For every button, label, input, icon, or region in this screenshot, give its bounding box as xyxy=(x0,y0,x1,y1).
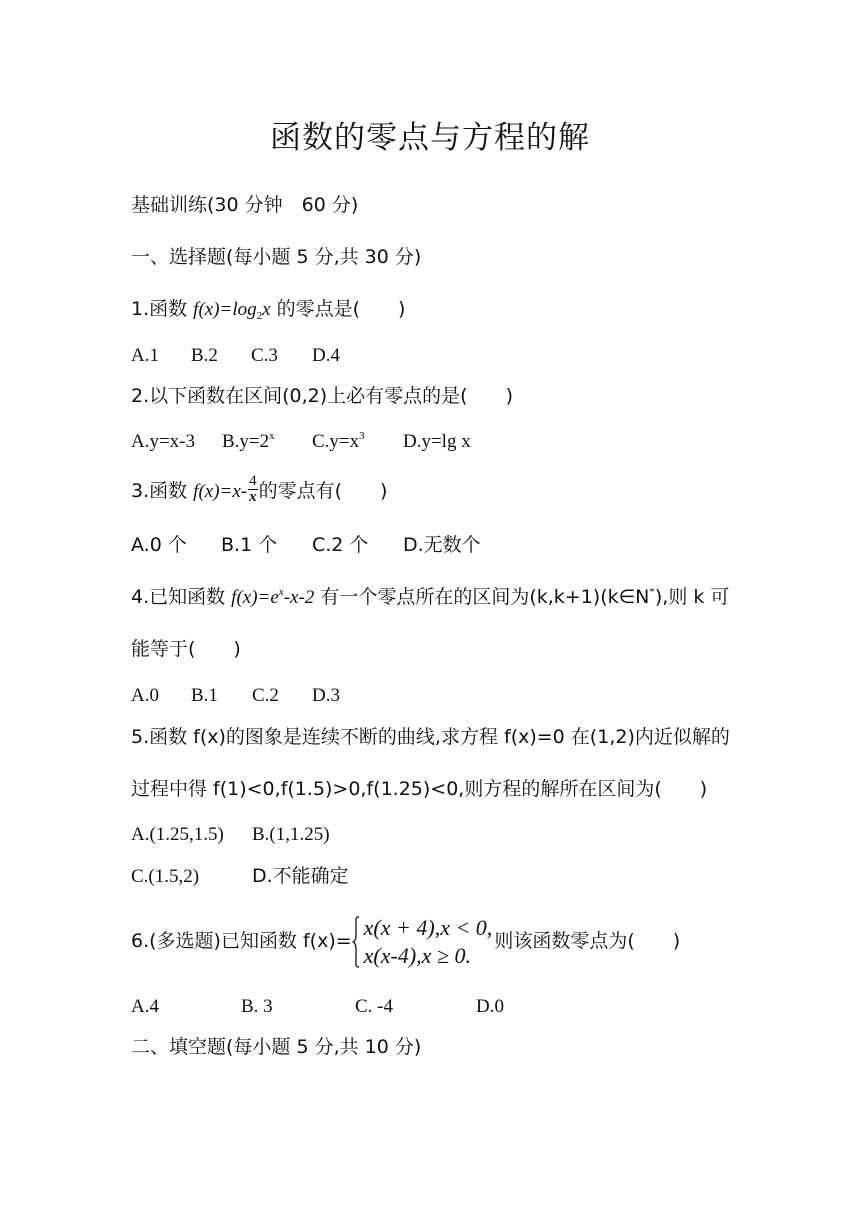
section-basic-heading: 基础训练(30 分钟 60 分) xyxy=(131,194,359,216)
q3-stem-pre: 3.函数 xyxy=(131,480,194,502)
q3-option-d[interactable]: D.无数个 xyxy=(403,534,481,556)
q1-option-b[interactable]: B.2 xyxy=(191,345,218,366)
question-4-line-2: 能等于( ) xyxy=(131,638,241,660)
q2-option-d[interactable]: D.y=lg x xyxy=(403,431,471,452)
question-5-line-1: 5.函数 f(x)的图象是连续不断的曲线,求方程 f(x)=0 在(1,2)内近似解的 xyxy=(131,726,730,748)
q4-stem-mid: 有一个零点所在的区间为(k,k+1)(k∈N xyxy=(314,586,650,608)
q2-options xyxy=(131,430,471,454)
q1-stem-post: 的零点是( ) xyxy=(270,298,406,320)
q1-option-a[interactable]: A.1 xyxy=(131,345,159,366)
q1-options xyxy=(131,344,340,368)
q4-options xyxy=(131,684,340,708)
q1-log-base: 2 xyxy=(256,310,263,322)
q6-option-a[interactable]: A.4 xyxy=(131,996,159,1017)
q4-stem-post: ),则 k 可 xyxy=(654,586,730,608)
q4-stem-pre: 4.已知函数 xyxy=(131,586,232,608)
q4-option-d[interactable]: D.3 xyxy=(312,685,340,706)
question-4-line-1 xyxy=(131,586,729,610)
q6-case-2: x(x-4),x ≥ 0. xyxy=(363,943,472,968)
q5-option-b[interactable]: B.(1,1.25) xyxy=(252,824,330,845)
q6-stem-pre: 6.(多选题)已知函数 f(x)= xyxy=(131,930,352,953)
q4-option-a[interactable]: A.0 xyxy=(131,685,159,706)
q3-function: f(x)=x- xyxy=(193,481,248,502)
q2-option-c-base: C.y=x xyxy=(312,431,360,452)
q3-fraction-numerator: 4 xyxy=(249,473,257,489)
q4-nstar: * xyxy=(649,586,655,598)
q3-option-c[interactable]: C.2 个 xyxy=(312,534,369,556)
q6-option-d[interactable]: D.0 xyxy=(476,996,504,1017)
question-6 xyxy=(131,914,680,974)
q1-variable: x xyxy=(262,299,271,320)
q1-option-d[interactable]: D.4 xyxy=(312,345,340,366)
question-3 xyxy=(131,473,388,507)
q5-options-row-2 xyxy=(131,865,349,889)
q4-function-post: -x-2 xyxy=(283,587,315,608)
q4-function-pre: f(x)=e xyxy=(231,587,279,608)
q5-option-c[interactable]: C.(1.5,2) xyxy=(131,866,200,887)
q4-function-exp: x xyxy=(278,586,284,598)
section-choice-heading: 一、选择题(每小题 5 分,共 30 分) xyxy=(131,246,422,268)
q3-option-a[interactable]: A.0 个 xyxy=(131,534,187,556)
q6-option-c[interactable]: C. -4 xyxy=(355,996,393,1017)
q3-options xyxy=(131,534,481,558)
q5-options-row-1 xyxy=(131,823,330,847)
q2-option-b[interactable] xyxy=(222,430,312,454)
q3-fraction xyxy=(248,474,258,505)
q2-option-b-base: B.y=2 xyxy=(222,431,270,452)
q2-option-c[interactable] xyxy=(312,430,403,454)
q1-function: f(x)=log xyxy=(193,299,257,320)
question-1 xyxy=(131,298,405,324)
q6-case-1: x(x + 4),x < 0, xyxy=(363,915,493,940)
q6-stem-post: 则该函数零点为( ) xyxy=(494,930,681,953)
q3-option-b[interactable]: B.1 个 xyxy=(221,534,278,556)
q3-fraction-denominator: x xyxy=(249,489,257,505)
question-2: 2.以下函数在区间(0,2)上必有零点的是( ) xyxy=(131,385,513,407)
q6-piecewise-function xyxy=(352,914,493,970)
q1-option-c[interactable]: C.3 xyxy=(251,345,278,366)
q6-options xyxy=(131,995,504,1019)
section-fill-heading: 二、填空题(每小题 5 分,共 10 分) xyxy=(131,1036,422,1058)
q2-option-b-exp: x xyxy=(269,430,275,442)
q4-option-b[interactable]: B.1 xyxy=(191,685,218,706)
left-brace-icon xyxy=(352,916,360,968)
q2-option-a[interactable]: A.y=x-3 xyxy=(131,431,196,452)
page-title: 函数的零点与方程的解 xyxy=(270,120,590,156)
q6-option-b[interactable]: B. 3 xyxy=(241,996,273,1017)
q2-option-c-exp: 3 xyxy=(359,430,365,442)
q1-stem-pre: 1.函数 xyxy=(131,298,194,320)
q3-stem-post: 的零点有( ) xyxy=(258,480,388,502)
q4-option-c[interactable]: C.2 xyxy=(252,685,279,706)
q5-option-a[interactable]: A.(1.25,1.5) xyxy=(131,824,224,845)
q5-option-d[interactable]: D.不能确定 xyxy=(252,865,349,887)
question-5-line-2: 过程中得 f(1)<0,f(1.5)>0,f(1.25)<0,则方程的解所在区间为( ) xyxy=(131,778,708,800)
